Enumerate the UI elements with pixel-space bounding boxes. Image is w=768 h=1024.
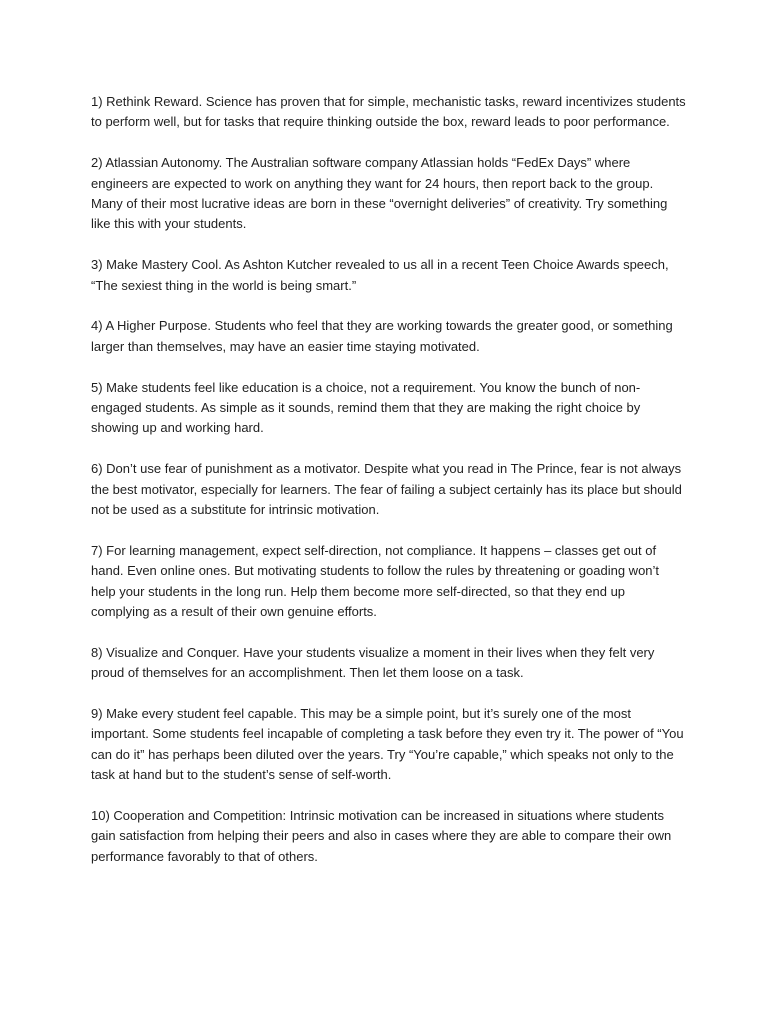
paragraph-7: 7) For learning management, expect self-direction, not compliance. It happens – classes get out of hand. Even online ones. But motivating students to follow the rules by threatening or goading won’t help your students in the long run. Help them become more self-directed, so that they end up complying as a result of their own genuine efforts. [91,542,660,620]
paragraph-10: 10) Cooperation and Competition: Intrinsic motivation can be increased in situations where students gain satisfaction from helping their peers and also in cases where they are able to compare their own performance favorably to that of others. [91,808,672,864]
document-body [91,92,687,888]
paragraph-9: 9) Make every student feel capable. This may be a simple point, but it’s surely one of the most important. Some students feel incapable of completing a task before they even try it. The power of “You can do it” has perhaps been diluted over the years. Try “You’re capable,” which speaks not only to the task at hand but to the student’s sense of self-worth. [91,706,684,783]
paragraph-6: 6) Don’t use fear of punishment as a motivator. Despite what you read in The Prince, fear is not always the best motivator, especially for learners. The fear of failing a subject certainly has its place but should not be used as a substitute for intrinsic motivation. [91,461,682,518]
paragraph-5: 5) Make students feel like education is a choice, not a requirement. You know the bunch of non-engaged students. As simple as it sounds, remind them that they are making the right choice by showing up and working hard. [91,379,641,436]
paragraph-4: 4) A Higher Purpose. Students who feel that they are working towards the greater good, or something larger than themselves, may have an easier time staying motivated. [91,318,673,354]
paragraph-1: 1) Rethink Reward. Science has proven that for simple, mechanistic tasks, reward incentivizes students to perform well, but for tasks that require thinking outside the box, reward leads to poor performance. [91,94,686,130]
paragraph-3: 3) Make Mastery Cool. As Ashton Kutcher revealed to us all in a recent Teen Choice Awards speech, “The sexiest thing in the world is being smart.” [91,257,669,293]
paragraph-8: 8) Visualize and Conquer. Have your students visualize a moment in their lives when they felt very proud of themselves for an accomplishment. Then let them loose on a task. [91,644,655,681]
paragraph-2: 2) Atlassian Autonomy. The Australian software company Atlassian holds “FedEx Days” where engineers are expected to work on anything they want for 24 hours, then report back to the group. Many of their most lucrative ideas are born in these “overnight deliveries” of creativity. Try something like this with your students. [91,155,668,232]
